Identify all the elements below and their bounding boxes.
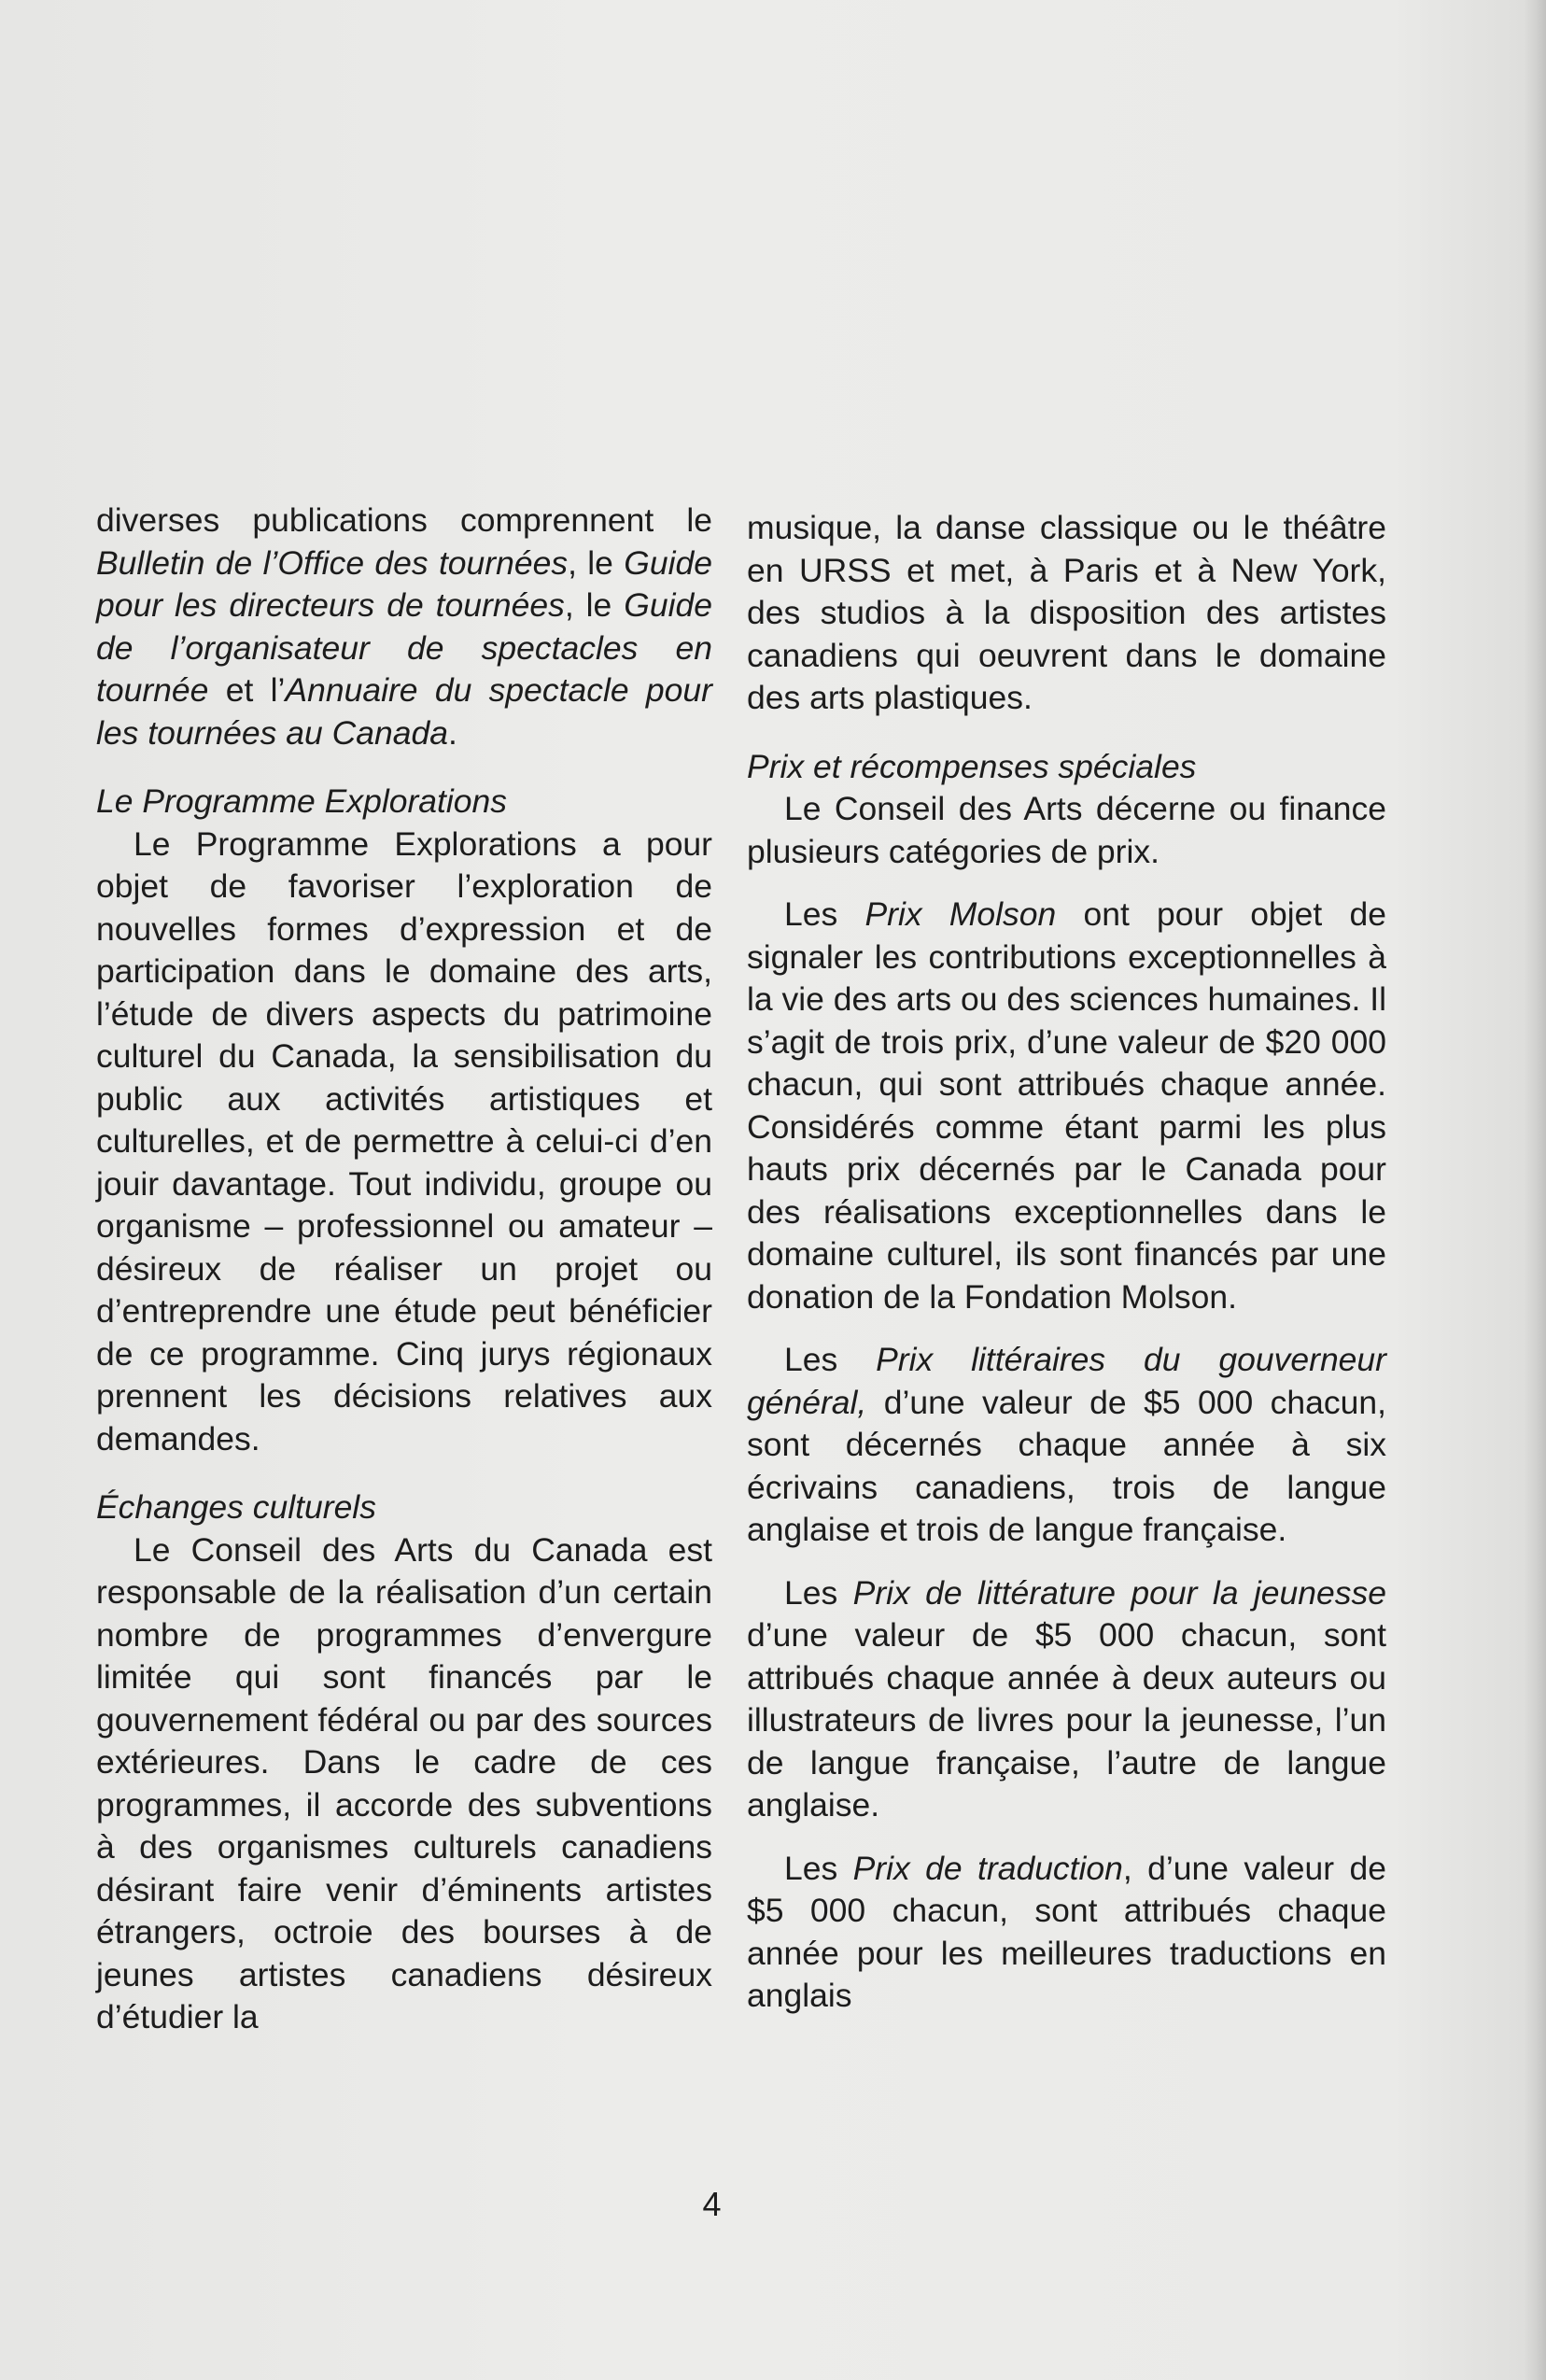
- heading-echanges: Échanges culturels: [96, 1488, 376, 1526]
- left-column: [96, 500, 712, 2039]
- paragraph-molson: Les Prix Molson ont pour objet de signaler les contributions exceptionnelles à la vie des arts ou des sciences humaines. Il s’agit de trois prix, d’une valeur de $20 000 chacun, qui sont attribués chaque année. Considérés comme étant parmi les plus hauts prix décernés par le Canada pour des réalisations exceptionnelles dans le domaine culturel, ils sont financés par une donation de la Fondation Molson.: [747, 895, 1386, 1316]
- paragraph-explorations: Le Programme Explorations a pour objet de favoriser l’exploration de nouvelles formes d’expression et de participation dans le domaine des arts, l’étude de divers aspects du patrimoine culturel du Canada, la sensibilisation du public aux activités artistiques et culturelles, et de permettre à celui-ci d’en jouir davantage. Tout individu, groupe ou organisme – professionnel ou amateur – désireux de réaliser un projet ou d’entreprendre une étude peut bénéficier de ce programme. Cinq jurys régionaux prennent les décisions relatives aux demandes.: [96, 824, 712, 1458]
- paragraph-jeunesse: Les Prix de littérature pour la jeunesse d’une valeur de $5 000 chacun, sont attribués chaque année à deux auteurs ou illustrateurs de livres pour la jeunesse, l’un de langue française, l’autre de langue anglaise.: [747, 1573, 1386, 1824]
- page-number: 4: [702, 2185, 722, 2223]
- paragraph-traduction: Les Prix de traduction, d’une valeur de $5 000 chacun, sont attribués chaque année pour les meilleures traductions en anglais: [747, 1849, 1386, 2014]
- heading-explorations: Le Programme Explorations: [96, 782, 508, 820]
- paragraph-echanges: Le Conseil des Arts du Canada est responsable de la réalisation d’un certain nombre de programmes d’envergure limitée qui sont financés par le gouvernement fédéral ou par des sources extérieures. Dans le cadre de ces programmes, il accorde des subventions à des organismes culturels canadiens désirant faire venir d’éminents artistes étrangers, octroie des bourses à de jeunes artistes canadiens désireux d’étudier la: [96, 1530, 712, 2035]
- paragraph-gouverneur-general: Les Prix littéraires du gouverneur général, d’une valeur de $5 000 chacun, sont décernés chaque année à six écrivains canadiens, trois de langue anglaise et trois de langue française.: [747, 1341, 1386, 1548]
- paragraph-continuation: musique, la danse classique ou le théâtre en URSS et met, à Paris et à New York, des studios à la disposition des artistes canadiens qui oeuvrent dans le domaine des arts plastiques.: [747, 509, 1386, 716]
- page-edge-shadow: [1524, 0, 1546, 2380]
- heading-prix: Prix et récompenses spéciales: [747, 747, 1197, 785]
- paragraph-prix: Le Conseil des Arts décerne ou finance plusieurs catégories de prix.: [747, 790, 1386, 870]
- right-column: [747, 507, 1386, 2018]
- paragraph-publications: diverses publications comprennent le Bulletin de l’Office des tournées, le Guide pour les directeurs de tournées, le Guide de l’organisateur de spectacles en tournée et l’Annuaire du spectacle pour les tournées au Canada.: [96, 501, 712, 752]
